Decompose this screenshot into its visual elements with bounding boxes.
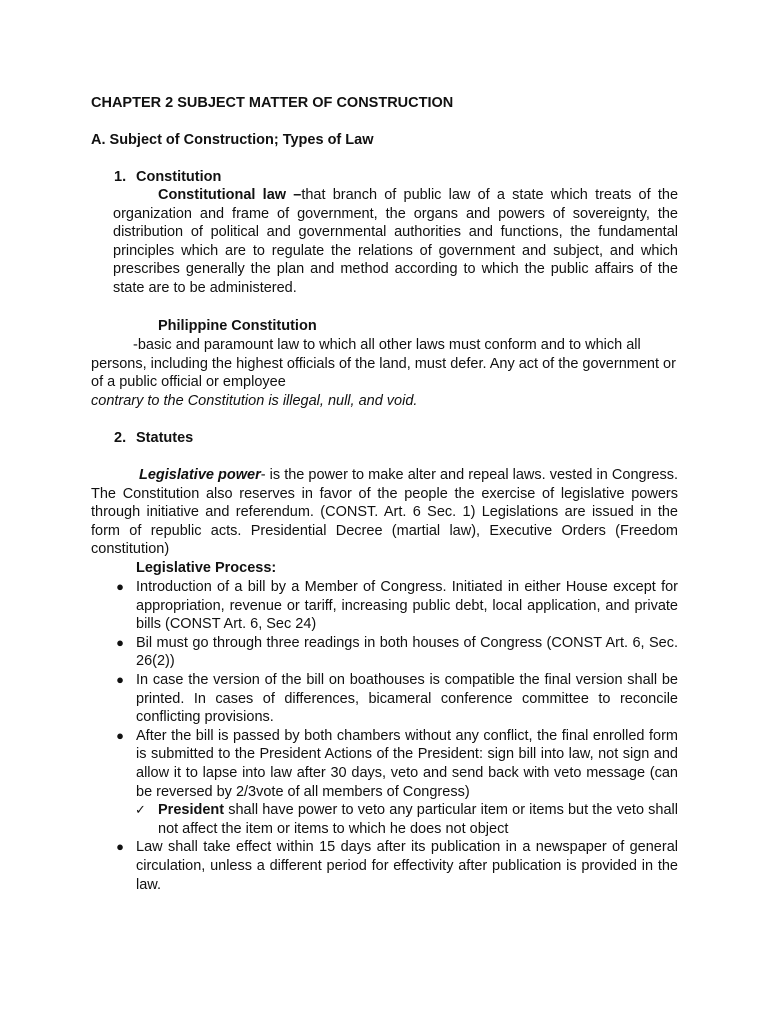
philippine-constitution-heading: Philippine Constitution [158,318,317,334]
list-item [113,838,678,894]
list-item-text: After the bill is passed by both chambers without any conflict, the final enrolled form is submitted to the President Actions of the President: sign bill into law, not sign and allow it to lapse into law after 30 days, veto and send back with veto message (can be reversed by 2/3vote of all members of Congress) [136,727,678,800]
constitutional-law-term: Constitutional law – [158,187,302,203]
statutes-number: 2. [114,430,127,446]
list-item-text: Introduction of a bill by a Member of Congress. Initiated in either House except for appropriation, revenue or tariff, increasing public debt, local application, and private bills (CONST Art. 6, Sec 24) [136,579,678,633]
president-term: President [158,802,225,819]
president-veto-text: shall have power to veto any particular item or items but the veto shall not affect the item or items to which he does not object [158,802,678,837]
bullet-icon: ● [116,727,124,743]
list-item-text: Bil must go through three readings in both houses of Congress (CONST Art. 6, Sec. 26(2)) [136,634,678,670]
constitution-number: 1. [114,169,127,185]
list-item-text: In case the version of the bill on boathouses is compatible the final version shall be printed. In cases of differences, bicameral conference committee to reconcile conflicting provisions. [136,671,678,726]
section-title: A. Subject of Construction; Types of Law [91,132,374,148]
legislative-power-paragraph [91,466,678,559]
constitution-heading: Constitution [136,169,222,185]
checkmark-icon: ✓ [135,802,146,818]
list-item [113,727,678,801]
philippine-constitution-text: -basic and paramount law to which all other laws must conform and to which all persons, including the highest officials of the land, must defer. Any act of the government or of a public official or employee [91,337,676,391]
legislative-power-term: Legislative power [139,467,261,483]
legislative-power-definition: - is the power to make alter and repeal laws. vested in Congress. The Constitution also reserves in favor of the people the exercise of legislative powers through initiative and referendum. (CONST. Art. 6 Sec. 1) Legislations are issued in the form of republic acts. Presidential Decree (martial law), Executive Orders (Freedom constitution) [91,467,678,558]
list-item [113,578,678,634]
legislative-process-list [113,578,678,894]
chapter-title: CHAPTER 2 SUBJECT MATTER OF CONSTRUCTION [91,95,454,111]
bullet-icon: ● [116,634,124,650]
bullet-icon: ● [116,671,124,687]
constitutional-law-definition: that branch of public law of a state which treats of the organization and frame of government, the organs and powers of sovereignty, the distribution of political and governmental authorities and functions, the fundamental principles which are to regulate the relations of government and subject, and which prescribes generally the plan and method according to which the public affairs of the state are to be administered. [113,187,679,296]
philippine-constitution-paragraph [91,336,678,410]
bullet-icon: ● [116,839,124,855]
legislative-process-heading: Legislative Process: [136,560,277,576]
list-item-text: Law shall take effect within 15 days after its publication in a newspaper of general circulation, unless a different period for effectivity after publication is provided in the law. [136,839,678,893]
constitution-definition-paragraph [113,186,678,298]
philippine-constitution-italic-text: contrary to the Constitution is illegal, null, and void. [91,392,418,409]
sub-list-item [113,801,678,838]
bullet-icon: ● [116,579,124,594]
statutes-heading: Statutes [136,430,194,446]
list-item [113,634,678,671]
list-item [113,671,678,727]
